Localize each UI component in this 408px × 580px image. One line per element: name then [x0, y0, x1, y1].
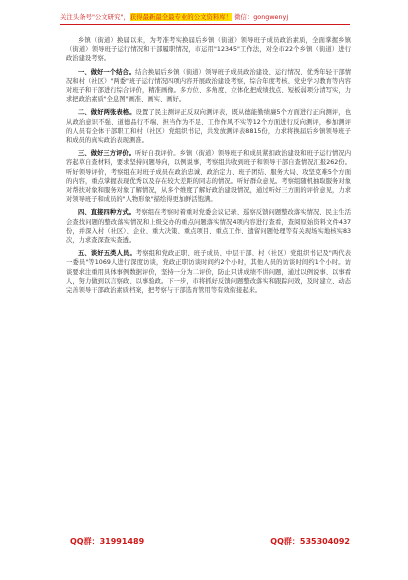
paragraph-section-3 — [66, 149, 351, 204]
header-text — [60, 13, 288, 21]
paragraph-heading: 一、做好一个结合。 — [78, 68, 136, 76]
header-highlight: 获得最新最全最专业的公文资料库！ — [129, 12, 233, 21]
paragraph-text: 乡镇（街道）换届以来，为考准考实换届后乡镇（街道）领导班子成员政治素质，全面掌握乡镇（街道）领导班子运行情况和干部履职情况，市运用"12345"工作法，对全市22个乡镇（街道）进行政治建设考察。 — [66, 37, 351, 63]
footer-qq-group-2: QQ群：535304092 — [270, 536, 350, 546]
header-prefix: 关注头条号"公文研究"， — [60, 12, 130, 21]
header-divider — [60, 24, 350, 25]
paragraph-text: 设置了民主测评正反双向测评表，既从德能勤绩廉5个方面进行正向测评，也从政治意识不强、道德品行不端、担当作为不足、工作作风不实等12个方面进行反向测评，参加测评的人员有全体干部职工和村（社区）党组织书记，共发放测评表8815份，力求将换届后乡镇领导班子和成员的真实政治表现测准。 — [66, 109, 351, 145]
document-body — [66, 36, 351, 299]
paragraph-text: 听好自我评价。乡镇（街道）领导班子和成员紧扣政治建设和班子运行情况内容起草自查材料，要求坚持问题导向，以例说事，考察组共收到班子和领导干部自查情况汇报262份。听好领导评价，考察组在对班子成员在政治忠诚、政治定力、班子团结、服务大局、攻坚克难5个方面的内容，重点掌握表现优秀以及存在较大差距的同志的情况。听好群众意见。考察组随机抽取服务对象对帮扶对象和服务对象了解情况，从多个维度了解好政治建设情况，通过听好三方面的评价意见，力求对领导班子和成员的"人物形象"描绘得更加鲜活饱满。 — [66, 150, 352, 204]
paragraph-heading: 三、做好三方评价。 — [78, 150, 136, 158]
paragraph-heading: 五、谈好五类人员。 — [78, 250, 136, 258]
header-suffix: 微信：gongwenyj — [232, 12, 289, 21]
footer — [70, 534, 350, 548]
paragraph-intro — [66, 36, 351, 64]
paragraph-section-4 — [66, 208, 351, 245]
paragraph-section-5 — [66, 249, 351, 295]
paragraph-heading: 二、做好两张表格。 — [78, 109, 136, 117]
paragraph-section-1 — [66, 68, 351, 105]
paragraph-section-2 — [66, 108, 351, 145]
paragraph-text: 考察组和党政正职、班子成员、中层干部、村（社区）党组织书记及"两代表一委员"等1069人进行深度访谈，党政正职访谈时间约2个小时，其他人员的访谈时间约1个小时。访谈要求注重用具体事例数据评价，坚持一分为二评价，防止只讲成绩不讲问题，通过以例说事、以事看人，努力做到以言察政、以事验政。下一步，市将抓好反馈问题整改落实和跟踪问效，及时建立、动态完善领导干部政治素质档案，把考察与干部选育管用等有效衔接起来。 — [66, 250, 352, 295]
footer-qq-group-1: QQ群：31991489 — [70, 536, 145, 546]
paragraph-text: 结合换届后乡镇（街道）领导班子成员政治建设、运行情况、优秀年轻干部情况和村（社区）"两委"班子运行情况四项内容开展政治建设考察，综合年度考核、党史学习教育等内容对班子和干部进行综合评价，精准画像。多方位、多角度、立体化把成绩找点、短板弱项分清写实，力求把政治素质"全息图"画准、画实、画好。 — [66, 68, 352, 104]
paragraph-heading: 四、直接四种方式。 — [78, 209, 136, 217]
paragraph-text: 考察组在考察时着重对党委会议记录、巡察反馈问题整改落实情况、民主生活会查找问题的整改落实情况和上级交办的重点问题落实情况4项内容进行查看，查阅原始资料文件437份，并深入村（社区）、企业、重大决策、重点项目、重点工作、遗留问题处理等有关现场实地核实83次，力求查深查实查透。 — [66, 209, 352, 245]
header-banner — [60, 10, 350, 23]
